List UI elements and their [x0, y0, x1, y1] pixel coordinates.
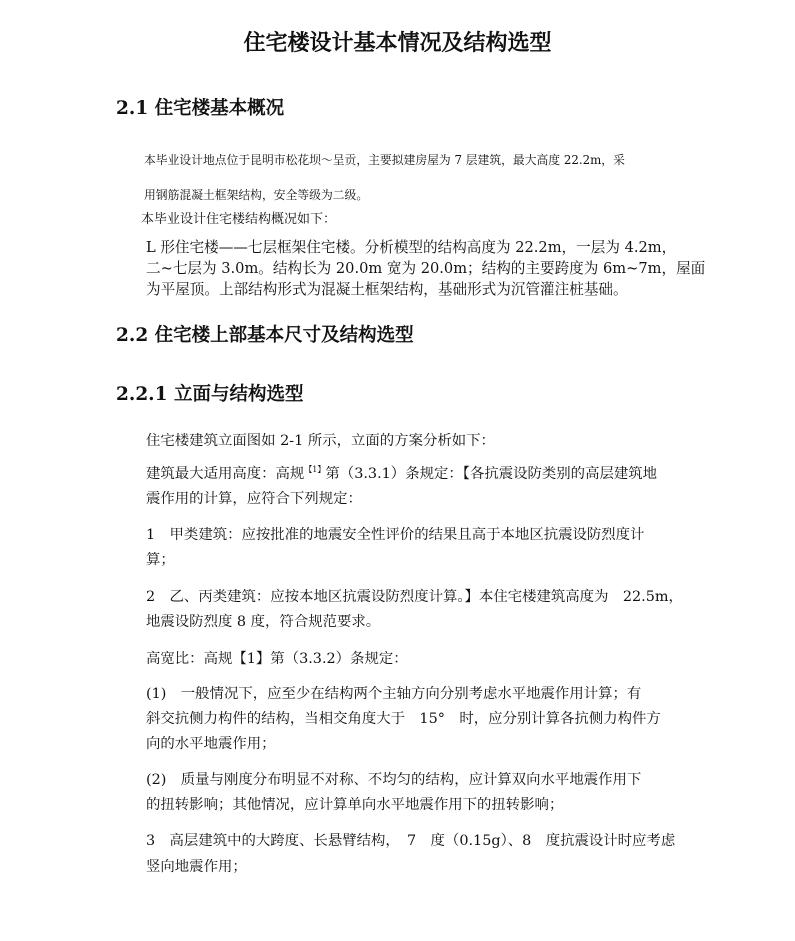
paragraph-line: 竖向地震作用；	[146, 859, 247, 875]
paragraph-text: 建筑最大适用高度：高规	[146, 466, 305, 482]
paragraph-line	[146, 462, 657, 483]
paragraph-line: (1) 一般情况下，应至少在结构两个主轴方向分别考虑水平地震作用计算；有	[146, 686, 642, 702]
section-2-1-heading: 2.1 住宅楼基本概况	[116, 98, 285, 119]
section-2-2-heading: 2.2 住宅楼上部基本尺寸及结构选型	[116, 325, 414, 346]
paragraph-line: 高宽比：高规【1】第（3.3.2）条规定：	[146, 651, 408, 667]
paragraph-line: (2) 质量与刚度分布明显不对称、不均匀的结构，应计算双向水平地震作用下	[146, 772, 642, 788]
paragraph-line: 算；	[146, 552, 175, 568]
paragraph-line: 斜交抗侧力构件的结构，当相交角度大于 15° 时，应分别计算各抗侧力构件方	[146, 711, 661, 727]
paragraph-line: 向的水平地震作用；	[146, 736, 276, 752]
paragraph-line: 震作用的计算，应符合下列规定：	[146, 491, 362, 507]
citation-marker: 【1】	[304, 465, 326, 474]
paragraph-text: 第（3.3.1）条规定：【各抗震设防类别的高层建筑地	[325, 466, 658, 482]
paragraph-line: 本毕业设计地点位于昆明市松花坝～呈贡，主要拟建房屋为 7 层建筑，最大高度 22.2m，采	[144, 153, 625, 167]
section-2-2-1-heading: 2.2.1 立面与结构选型	[116, 384, 304, 405]
paragraph-line: 的扭转影响；其他情况，应计算单向水平地震作用下的扭转影响；	[146, 797, 564, 813]
paragraph-line: 1 甲类建筑：应按批准的地震安全性评价的结果且高于本地区抗震设防烈度计	[146, 527, 645, 543]
paragraph-line: 地震设防烈度 8 度，符合规范要求。	[146, 614, 381, 630]
paragraph-line: 住宅楼建筑立面图如 2-1 所示，立面的方案分析如下：	[146, 433, 495, 449]
paragraph-line: L 形住宅楼——七层框架住宅楼。分析模型的结构高度为 22.2m，一层为 4.2m，	[146, 239, 677, 256]
paragraph-line: 2 乙、丙类建筑：应按本地区抗震设防烈度计算。】本住宅楼建筑高度为 22.5m，	[146, 589, 683, 605]
paragraph-line: 用钢筋混凝土框架结构，安全等级为二级。	[144, 188, 369, 202]
page-title: 住宅楼设计基本情况及结构选型	[243, 30, 552, 56]
paragraph-line: 为平屋顶。上部结构形式为混凝土框架结构，基础形式为沉管灌注桩基础。	[146, 281, 628, 298]
paragraph-line: 3 高层建筑中的大跨度、长悬臂结构， 7 度（0.15g）、8 度抗震设计时应考虑	[146, 833, 676, 849]
paragraph-line: 本毕业设计住宅楼结构概况如下：	[141, 212, 337, 227]
paragraph-line: 二~七层为 3.0m。结构长为 20.0m 宽为 20.0m；结构的主要跨度为 6m~7m，屋面	[146, 260, 706, 277]
